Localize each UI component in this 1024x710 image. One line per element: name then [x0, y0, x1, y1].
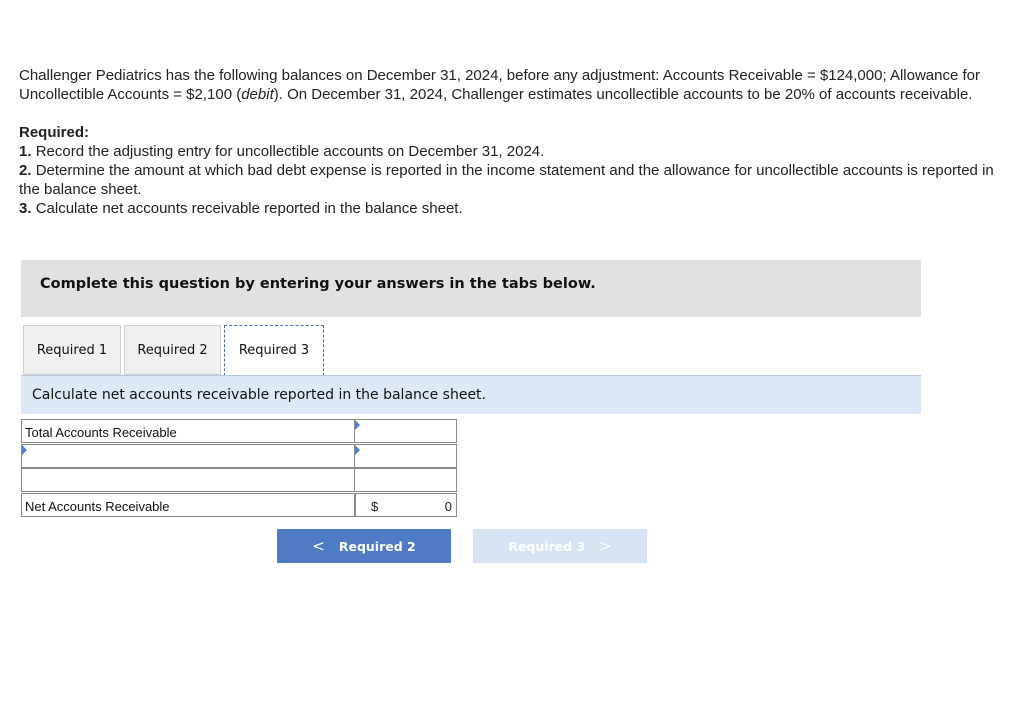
required-item-3: 3. Calculate net accounts receivable reported in the balance sheet. — [19, 200, 463, 217]
prev-button[interactable] — [277, 529, 451, 563]
next-button-label: Required 3 — [508, 538, 586, 554]
tab-instruction — [21, 375, 921, 414]
tab-required-1[interactable]: Required 1 — [23, 325, 121, 375]
total-ar-value[interactable] — [354, 419, 457, 443]
problem-text — [19, 66, 1009, 218]
row3-label-input[interactable] — [25, 476, 352, 488]
net-ar-label: Net Accounts Receivable — [21, 493, 356, 517]
chevron-right-icon: > — [599, 537, 612, 555]
banner-text: Complete this question by entering your answers in the tabs below. — [40, 276, 596, 292]
instruction-banner — [21, 260, 921, 317]
next-button[interactable] — [473, 529, 647, 563]
row2-value-cell[interactable] — [354, 444, 457, 468]
row2-label-cell[interactable] — [21, 444, 356, 468]
chevron-left-icon: < — [312, 537, 325, 555]
total-ar-input[interactable] — [355, 420, 456, 442]
problem-statement: Challenger Pediatrics has the following balances on December 31, 2024, before any adjustment: Accounts Receivable = $124,000; Allowance for Uncollectible Accounts = $2,100 (debit). On December 31, 2024, Challenger estimates uncollectible accounts to be 20% of accounts receivable. — [19, 67, 981, 103]
required-item-1: 1. Record the adjusting entry for uncollectible accounts on December 31, 2024. — [19, 143, 545, 160]
row3-label-cell[interactable] — [21, 468, 356, 492]
prev-button-label: Required 2 — [338, 538, 416, 554]
tab-required-3[interactable]: Required 3 — [224, 325, 324, 376]
total-ar-label: Total Accounts Receivable — [21, 419, 356, 443]
row2-value-input[interactable] — [355, 445, 456, 467]
required-heading: Required: — [19, 124, 90, 141]
debit-italic: debit — [241, 86, 274, 103]
tab-required-2[interactable]: Required 2 — [124, 325, 221, 375]
row3-value-cell[interactable] — [354, 468, 457, 492]
net-ar-amount: 0 — [444, 499, 452, 514]
input-marker-icon — [355, 420, 360, 430]
input-marker-icon — [355, 445, 360, 455]
currency-symbol: $ — [371, 499, 379, 514]
row3-value-input[interactable] — [355, 469, 456, 491]
net-ar-value — [354, 493, 457, 517]
tab-instruction-text: Calculate net accounts receivable reported in the balance sheet. — [32, 387, 486, 403]
row2-label-input[interactable] — [25, 452, 352, 464]
required-item-2: 2. Determine the amount at which bad debt expense is reported in the income statement and the allowance for uncollectible accounts is reported in the balance sheet. — [19, 162, 994, 198]
input-marker-icon — [22, 445, 27, 455]
